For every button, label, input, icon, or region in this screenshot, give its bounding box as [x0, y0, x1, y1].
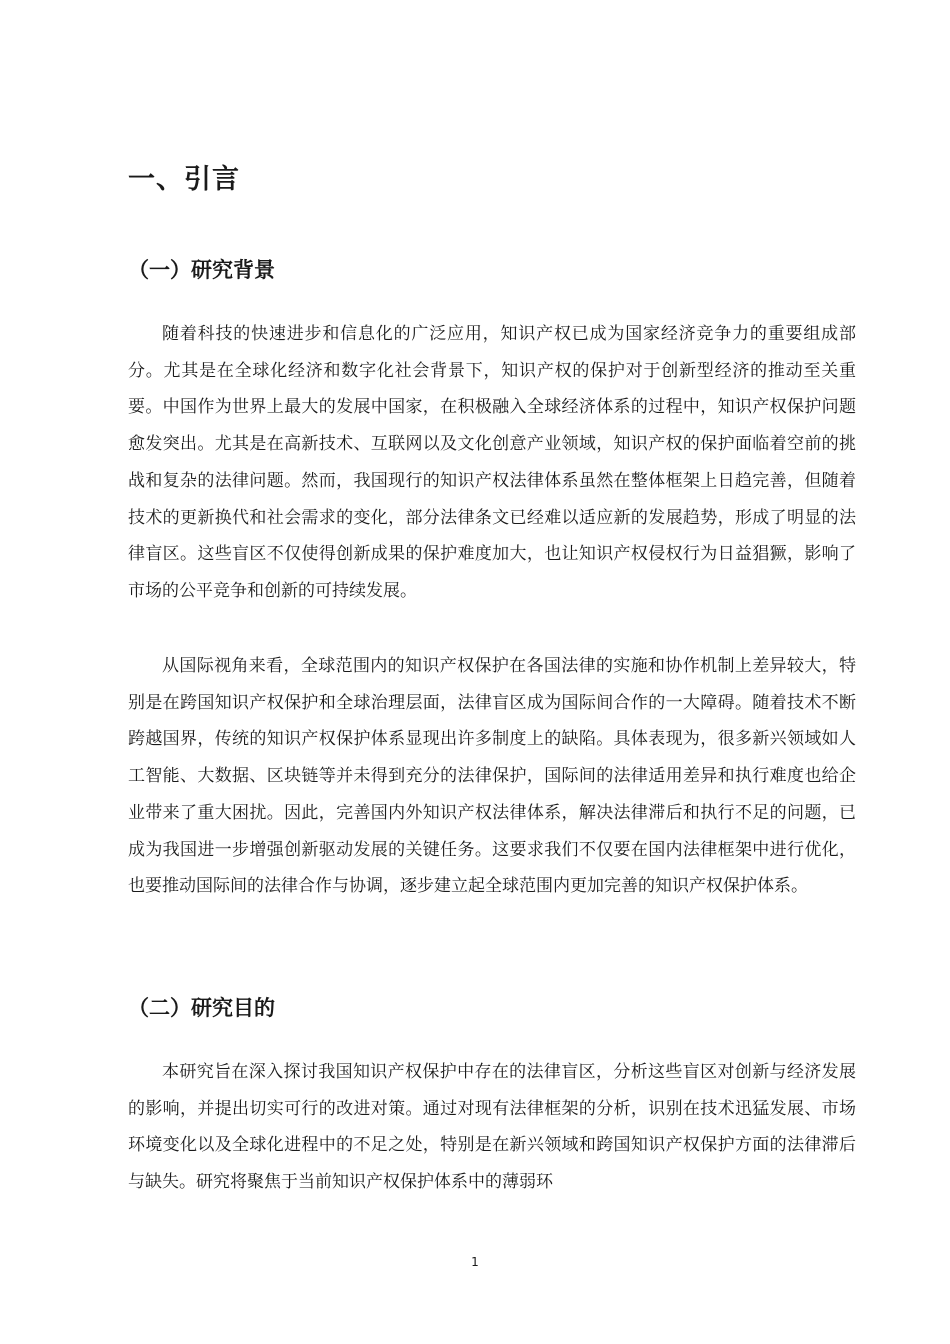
page-number: 1 [471, 1255, 479, 1269]
chapter-title: 一、引言 [128, 164, 240, 195]
section-heading-research-background: （一）研究背景 [128, 258, 275, 282]
paragraph-purpose-1: 本研究旨在深入探讨我国知识产权保护中存在的法律盲区，分析这些盲区对创新与经济发展的影响，并提出切实可行的改进对策。通过对现有法律框架的分析，识别在技术迅猛发展、市场环境变化以及全球化进程中的不足之处，特别是在新兴领域和跨国知识产权保护方面的法律滞后与缺失。研究将聚焦于当前知识产权保护体系中的薄弱环 [128, 1062, 856, 1193]
paragraph-background-2: 从国际视角来看，全球范围内的知识产权保护在各国法律的实施和协作机制上差异较大，特别是在跨国知识产权保护和全球治理层面，法律盲区成为国际间合作的一大障碍。随着技术不断跨越国界，传统的知识产权保护体系显现出许多制度上的缺陷。具体表现为，很多新兴领域如人工智能、大数据、区块链等并未得到充分的法律保护，国际间的法律适用差异和执行难度也给企业带来了重大困扰。因此，完善国内外知识产权法律体系，解决法律滞后和执行不足的问题，已成为我国进一步增强创新驱动发展的关键任务。这要求我们不仅要在国内法律框架中进行优化，也要推动国际间的法律合作与协调，逐步建立起全球范围内更加完善的知识产权保护体系。 [128, 656, 856, 897]
paragraph-background-1: 随着科技的快速进步和信息化的广泛应用，知识产权已成为国家经济竞争力的重要组成部分。尤其是在全球化经济和数字化社会背景下，知识产权的保护对于创新型经济的推动至关重要。中国作为世界上最大的发展中国家，在积极融入全球经济体系的过程中，知识产权保护问题愈发突出。尤其是在高新技术、互联网以及文化创意产业领域，知识产权的保护面临着空前的挑战和复杂的法律问题。然而，我国现行的知识产权法律体系虽然在整体框架上日趋完善，但随着技术的更新换代和社会需求的变化，部分法律条文已经难以适应新的发展趋势，形成了明显的法律盲区。这些盲区不仅使得创新成果的保护难度加大，也让知识产权侵权行为日益猖獗，影响了市场的公平竞争和创新的可持续发展。 [128, 324, 856, 601]
section-heading-research-purpose: （二）研究目的 [128, 996, 275, 1020]
